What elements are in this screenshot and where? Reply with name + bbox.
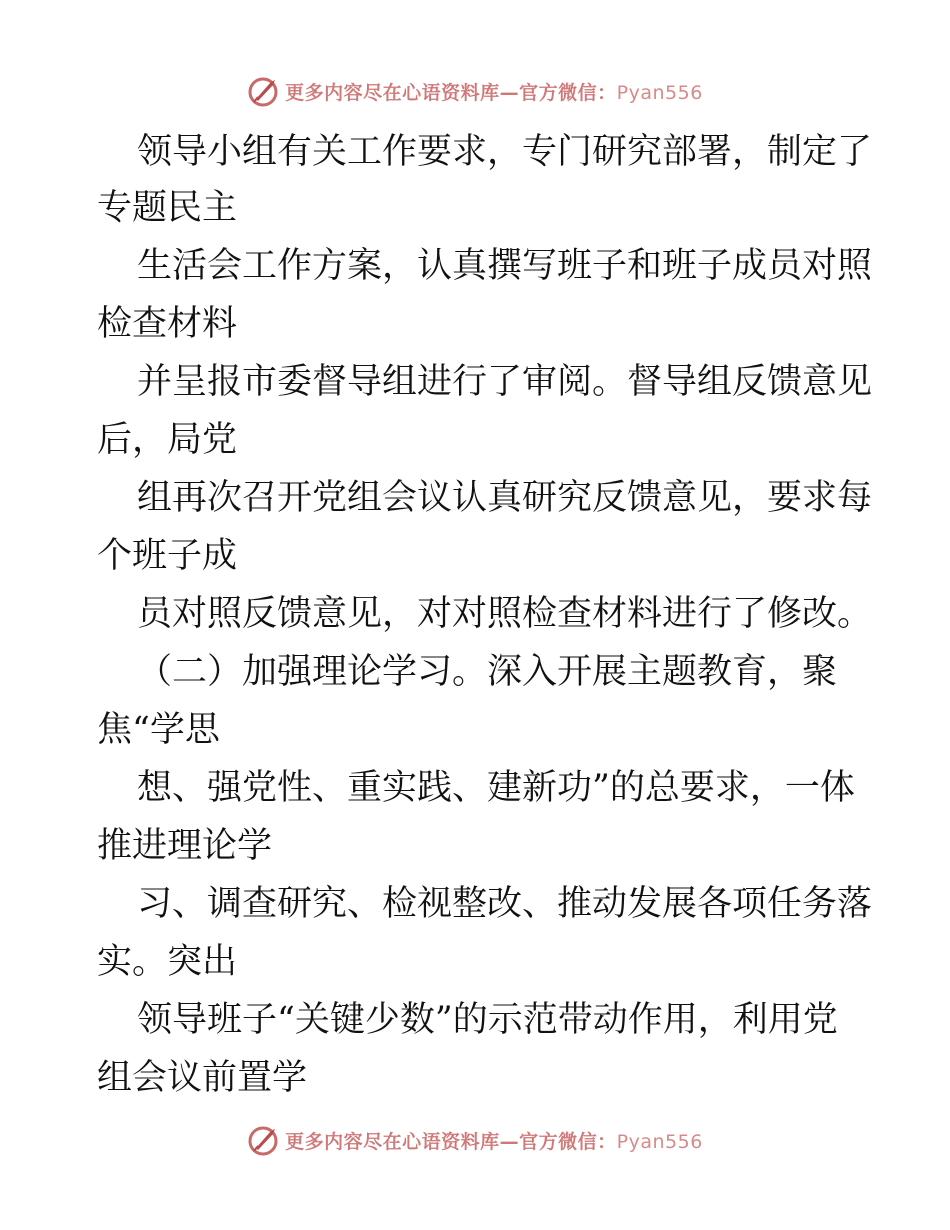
watermark-label: 更多内容尽在心语资料库—官方微信：: [285, 1130, 617, 1153]
text-line: 个班子成: [97, 536, 238, 576]
quill-pen-logo-icon: [247, 1123, 281, 1157]
watermark-text: [285, 1127, 703, 1154]
footer-watermark: [0, 1120, 950, 1160]
quill-pen-logo-icon: [247, 74, 281, 108]
text-line: 组再次召开党组会议认真研究反馈意见，要求每: [137, 478, 873, 518]
text-line: （二）加强理论学习。深入开展主题教育，聚: [137, 652, 838, 692]
watermark-wechat-id: Pyan556: [616, 81, 703, 104]
text-line: 生活会工作方案，认真撰写班子和班子成员对照: [137, 246, 873, 286]
text-line: 员对照反馈意见，对对照检查材料进行了修改。: [137, 594, 873, 634]
text-line: 领导小组有关工作要求，专门研究部署，制定了: [137, 132, 873, 172]
watermark-text: [285, 78, 703, 105]
watermark-wechat-id: Pyan556: [616, 1130, 703, 1153]
text-line: 领导班子“关键少数”的示范带动作用，利用党: [137, 1000, 838, 1040]
text-line: 实。突出: [97, 942, 238, 982]
header-watermark: [0, 71, 950, 111]
text-line: 组会议前置学: [97, 1058, 308, 1098]
text-line: 焦“学思: [97, 710, 220, 750]
text-line: 专题民主: [97, 188, 238, 228]
watermark-label: 更多内容尽在心语资料库—官方微信：: [285, 81, 617, 104]
text-line: 并呈报市委督导组进行了审阅。督导组反馈意见: [137, 362, 873, 402]
text-line: 习、调查研究、检视整改、推动发展各项任务落: [137, 884, 873, 924]
text-line: 后，局党: [97, 420, 238, 460]
text-line: 推进理论学: [97, 826, 273, 866]
text-line: 检查材料: [97, 304, 238, 344]
text-line: 想、强党性、重实践、建新功”的总要求，一体: [137, 768, 855, 808]
